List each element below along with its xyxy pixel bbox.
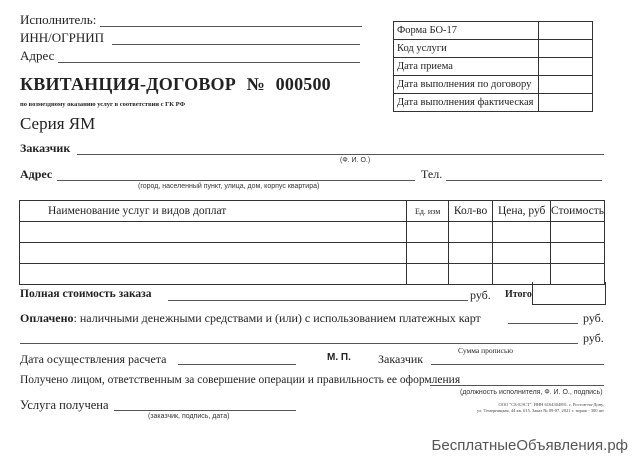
amount-words-field[interactable] <box>20 343 578 344</box>
payment-date-field[interactable] <box>178 364 296 365</box>
customer-address-field[interactable] <box>57 180 415 181</box>
printer-info <box>400 402 604 414</box>
phone-field[interactable] <box>446 180 602 181</box>
info-value[interactable] <box>539 58 593 76</box>
service-received-hint: (заказчик, подпись, дата) <box>148 413 230 420</box>
cell-service[interactable] <box>20 264 407 285</box>
received-text: Получено лицом, ответственным за совершение операции и правильность ее оформления <box>20 374 461 386</box>
phone-label: Тел. <box>421 167 443 181</box>
cell-cost[interactable] <box>551 243 605 264</box>
info-value[interactable] <box>539 94 593 112</box>
col-header-unit: Ед. изм <box>407 201 448 222</box>
info-label: Дата выполнения фактическая <box>394 94 539 112</box>
cell-qty[interactable] <box>448 222 493 243</box>
services-table <box>19 200 605 285</box>
cell-service[interactable] <box>20 222 407 243</box>
info-value[interactable] <box>539 40 593 58</box>
cell-price[interactable] <box>493 243 551 264</box>
document-series: Серия ЯМ <box>20 114 96 133</box>
amount-words-currency: руб. <box>583 331 604 345</box>
title-main: КВИТАНЦИЯ-ДОГОВОР <box>20 74 236 94</box>
amount-words-hint: Сумма прописью <box>458 346 514 355</box>
info-value[interactable] <box>539 22 593 40</box>
cell-service[interactable] <box>20 243 407 264</box>
cell-unit[interactable] <box>407 243 448 264</box>
payment-customer-field[interactable] <box>431 364 604 365</box>
number-sign: № <box>246 74 265 94</box>
col-header-cost: Стоимость <box>551 201 605 222</box>
info-label: Код услуги <box>394 40 539 58</box>
info-table <box>393 21 593 112</box>
info-row <box>394 40 593 58</box>
executor-address-field[interactable] <box>58 62 360 63</box>
total-label: Итого <box>505 289 532 300</box>
document-subtitle: по возмездному оказанию услуг в соответствии с ГК РФ <box>20 101 186 108</box>
received-hint: (должность исполнителя, Ф. И. О., подпись) <box>460 389 603 396</box>
paid-label: Оплачено <box>20 311 74 325</box>
info-row <box>394 94 593 112</box>
payment-date-label: Дата осуществления расчета <box>20 352 167 366</box>
payment-customer-label: Заказчик <box>378 352 424 366</box>
info-label: Форма БО-17 <box>394 22 539 40</box>
info-label: Дата приема <box>394 58 539 76</box>
cell-unit[interactable] <box>407 264 448 285</box>
table-row <box>20 264 605 285</box>
stamp-label: М. П. <box>327 352 351 363</box>
cell-qty[interactable] <box>448 243 493 264</box>
customer-field[interactable] <box>77 154 604 155</box>
paid-currency: руб. <box>583 311 604 325</box>
cell-cost[interactable] <box>551 222 605 243</box>
full-cost-field[interactable] <box>168 300 468 301</box>
cell-price[interactable] <box>493 222 551 243</box>
info-row <box>394 22 593 40</box>
cell-unit[interactable] <box>407 222 448 243</box>
service-received-label: Услуга получена <box>20 398 109 412</box>
col-header-service: Наименование услуг и видов доплат <box>20 201 407 222</box>
inn-label: ИНН/ОГРНИП <box>20 30 105 45</box>
service-received-field[interactable] <box>114 410 296 411</box>
printer-line-2: ул. Темерницкая, 44 кв. 615. Заказ № 09-07. 2021 г. тираж - 300 шт <box>477 408 604 413</box>
paid-amount-field[interactable] <box>508 323 578 324</box>
col-header-qty: Кол-во <box>448 201 493 222</box>
executor-label: Исполнитель: <box>20 12 97 27</box>
info-label: Дата выполнения по договору <box>394 76 539 94</box>
inn-field[interactable] <box>112 44 360 45</box>
paid-line <box>20 311 481 326</box>
watermark: БесплатныеОбъявления.рф <box>431 437 628 454</box>
col-header-price: Цена, руб <box>493 201 551 222</box>
executor-field[interactable] <box>100 26 362 27</box>
paid-text: : наличными денежными средствами и (или) с использованием платежных карт <box>73 311 481 325</box>
document-number: 000500 <box>275 74 331 94</box>
info-value[interactable] <box>539 76 593 94</box>
customer-hint: (Ф. И. О.) <box>340 157 371 164</box>
document-title <box>20 74 331 95</box>
executor-address-label: Адрес <box>20 48 55 63</box>
received-signature-field[interactable] <box>430 385 604 386</box>
customer-address-hint: (город, населенный пункт, улица, дом, корпус квартира) <box>138 183 320 190</box>
customer-address-label: Адрес <box>20 167 53 181</box>
cell-qty[interactable] <box>448 264 493 285</box>
printer-line-1: ООО "СБ-БЭСТ". ИНН 6164304891. г. Ростов-на-Дону, <box>498 402 604 407</box>
info-row <box>394 58 593 76</box>
table-row <box>20 243 605 264</box>
services-header-row <box>20 201 605 222</box>
table-row <box>20 222 605 243</box>
customer-label: Заказчик <box>20 141 71 155</box>
full-cost-label: Полная стоимость заказа <box>20 288 152 300</box>
info-row <box>394 76 593 94</box>
full-cost-currency: руб. <box>470 288 491 302</box>
total-box[interactable] <box>532 282 606 305</box>
